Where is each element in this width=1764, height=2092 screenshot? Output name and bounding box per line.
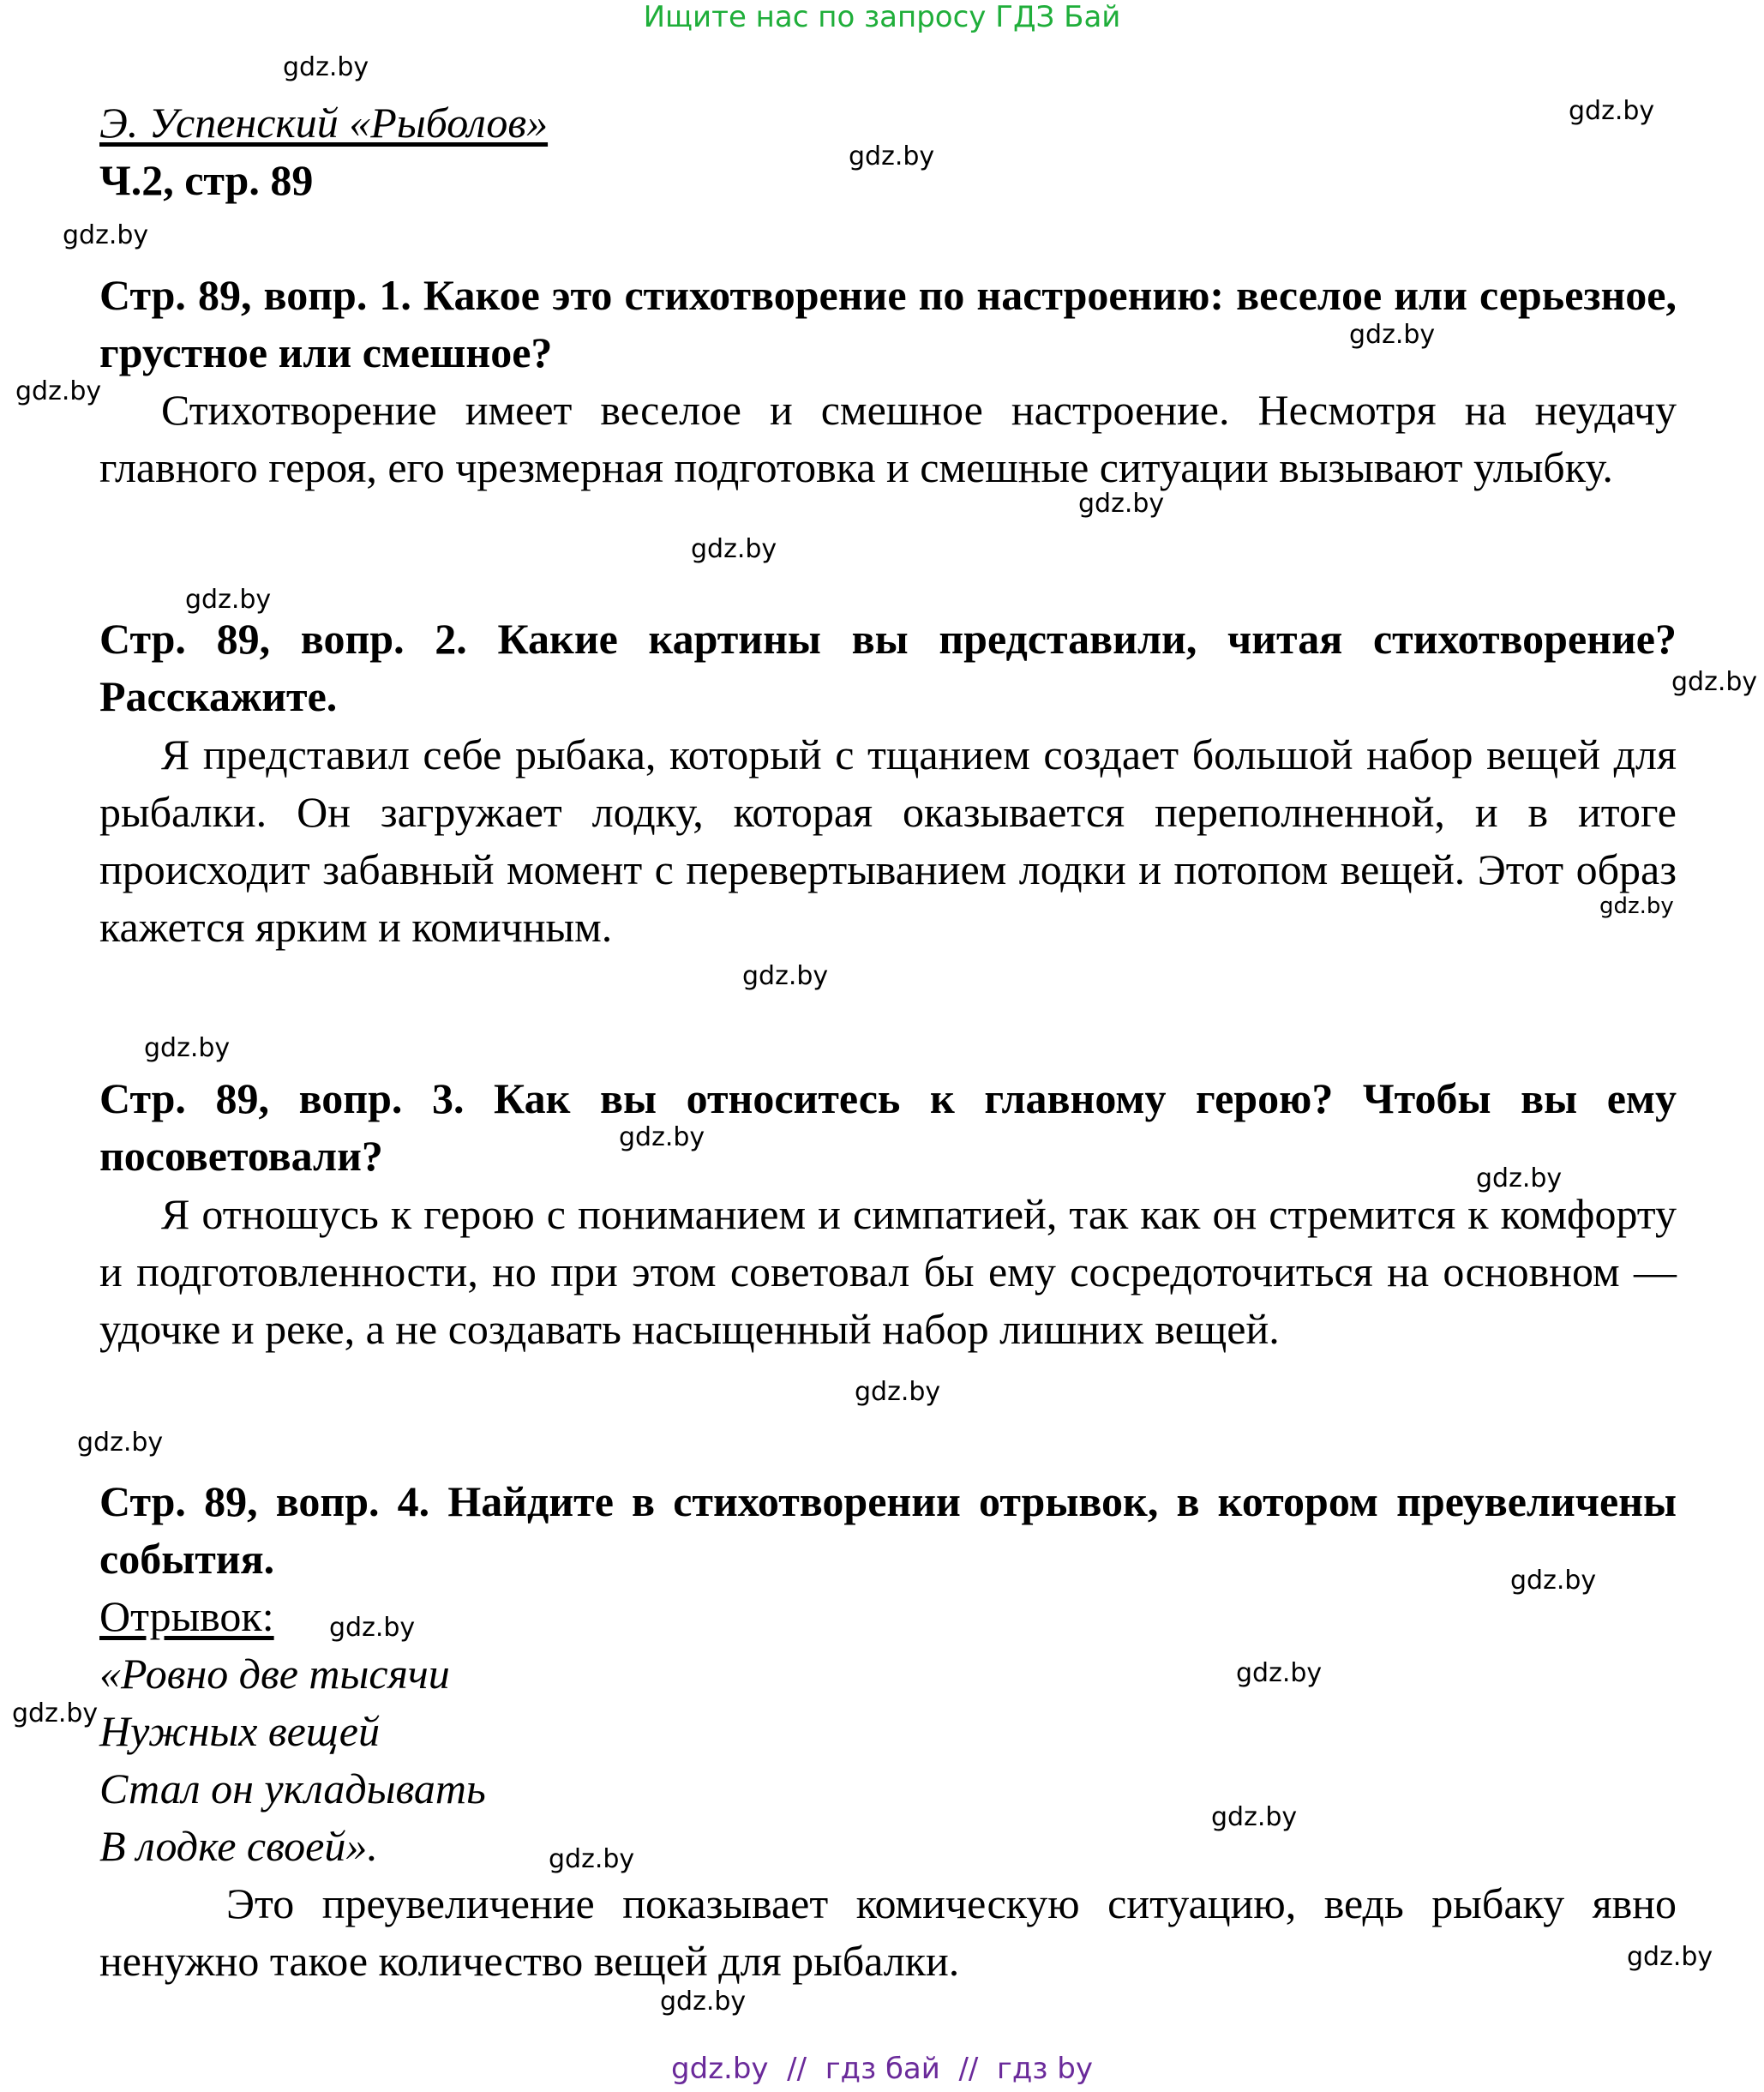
watermark: gdz.by [1476, 1163, 1563, 1193]
watermark: gdz.by [1671, 667, 1758, 697]
watermark: gdz.by [329, 1613, 416, 1643]
watermark: gdz.by [849, 141, 935, 171]
watermark: gdz.by [1078, 489, 1165, 519]
search-banner[interactable]: Ищите нас по запросу ГДЗ Бай [643, 0, 1121, 34]
part-page-heading: Ч.2, стр. 89 [99, 156, 314, 204]
watermark: gdz.by [1569, 96, 1655, 126]
verse-line: В лодке своей». [99, 1822, 378, 1870]
watermark: gdz.by [1349, 320, 1436, 350]
footer-watermark: gdz.by // гдз бай // гдз by [671, 2052, 1093, 2086]
watermark: gdz.by [1236, 1658, 1323, 1688]
watermark: gdz.by [691, 534, 777, 564]
question-1: Стр. 89, вопр. 1. Какое это стихотворение по настроению: веселое или серьезное, грустное или смешное? [99, 271, 1677, 376]
answer-3: Я отношусь к герою с пониманием и симпатией, так как он стремится к комфорту и подготовленности, но при этом советовал бы ему сосредоточиться на основном — удочке и реке, а не создавать насыщенный набор лишних вещей. [99, 1190, 1677, 1353]
watermark: gdz.by [283, 52, 369, 82]
watermark: gdz.by [144, 1033, 231, 1063]
excerpt-verse [99, 1645, 1677, 1875]
watermark: gdz.by [742, 961, 829, 991]
question-2: Стр. 89, вопр. 2. Какие картины вы представили, читая стихотворение? Расскажите. [99, 615, 1677, 720]
watermark: gdz.by [855, 1377, 941, 1407]
answer-1: Стихотворение имеет веселое и смешное настроение. Несмотря на неудачу главного героя, его чрезмерная подготовка и смешные ситуации вызывают улыбку. [99, 386, 1677, 491]
document-title: Э. Успенский «Рыболов» [99, 99, 549, 147]
verse-line: Нужных вещей [99, 1707, 381, 1755]
watermark: gdz.by [12, 1698, 99, 1728]
watermark: gdz.by [619, 1122, 705, 1152]
watermark: gdz.by [63, 220, 149, 250]
watermark: gdz.by [1599, 893, 1674, 919]
watermark: gdz.by [660, 1987, 747, 2017]
watermark: gdz.by [185, 585, 272, 615]
question-4: Стр. 89, вопр. 4. Найдите в стихотворении отрывок, в котором преувеличены события. [99, 1477, 1677, 1583]
verse-line: Стал он укладывать [99, 1764, 486, 1812]
watermark: gdz.by [1211, 1802, 1298, 1832]
excerpt-label: Отрывок: [99, 1592, 274, 1640]
watermark: gdz.by [1627, 1942, 1713, 1972]
verse-line: «Ровно две тысячи [99, 1650, 450, 1698]
answer-4: Это преувеличение показывает комическую ситуацию, ведь рыбаку явно ненужно такое количество вещей для рыбалки. [99, 1879, 1677, 1985]
answer-2: Я представил себе рыбака, который с тщанием создает большой набор вещей для рыбалки. Он загружает лодку, которая оказывается переполненной, и в итоге происходит забавный момент с перевертыванием лодки и потопом вещей. Этот образ кажется ярким и комичным. [99, 730, 1677, 951]
watermark: gdz.by [549, 1844, 635, 1874]
question-3: Стр. 89, вопр. 3. Как вы относитесь к главному герою? Чтобы вы ему посоветовали? [99, 1074, 1677, 1180]
watermark: gdz.by [15, 376, 102, 406]
watermark: gdz.by [1510, 1566, 1597, 1596]
watermark: gdz.by [77, 1428, 164, 1458]
